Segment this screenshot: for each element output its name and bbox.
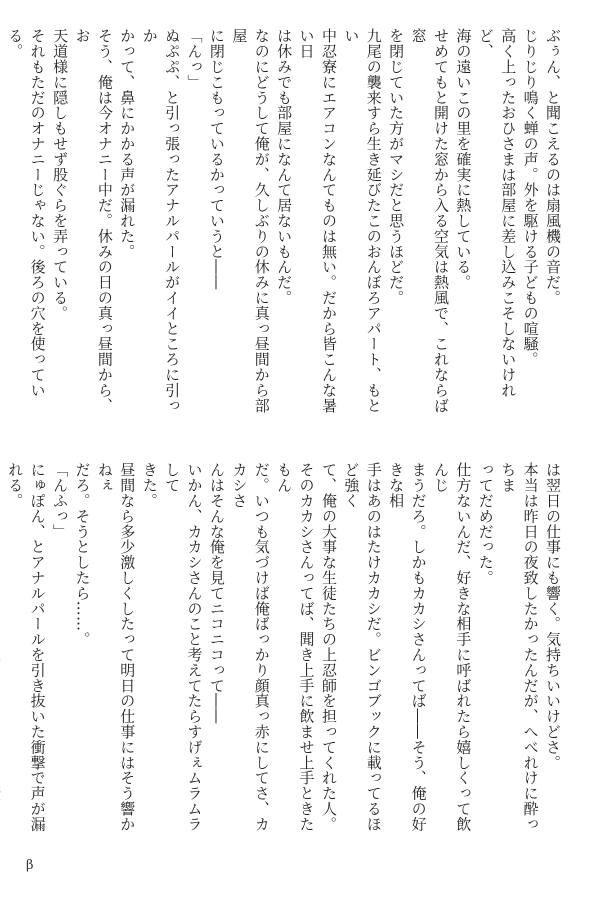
text-line [0, 28, 4, 416]
page-number: β [26, 858, 34, 873]
text-line: きた。 [140, 462, 159, 509]
text-line: なのにどうして俺が、久しぶりの休みに真っ昼間から部屋 [230, 28, 271, 413]
text-line: ってだめだった。 [476, 462, 495, 586]
text-line: 九尾の襲来すら生き延びたこのおんぼろアパート、もとい [342, 28, 383, 413]
text-line: だ。いつも気づけば俺ばっかり顔真っ赤にしてさ、カカシさ [230, 462, 271, 832]
text-line: 「んっ」 [185, 28, 204, 90]
text-line: を閉じていた方がマシだと思うほどだ。 [387, 28, 406, 306]
text-line [0, 462, 4, 832]
text-line: は翌日の仕事にも響く。気持ちいいけどさ。 [544, 462, 562, 770]
text-line: にゅぽん、とアナルパールを引き抜いた衝撃で声が漏れる。 [6, 462, 47, 832]
text-line: 天道様に隠しもせず股ぐらを弄っている。 [51, 28, 70, 321]
text-line: に閉じこもっているかっていうと―― [207, 28, 226, 290]
text-line: そう、俺は今オナニー中だ。休みの日の真っ昼間から、お [73, 28, 114, 413]
text-line: て、俺の大事な生徒たちの上忍師を担ってくれた人。 [319, 462, 338, 832]
text-line: 「んふっ」 [51, 462, 70, 539]
text-line: ぬぷぷ、と引っ張ったアナルパールがイイところに引っか [140, 28, 182, 413]
text-line: いかん、カカシさんのこと考えてたらすげぇムラムラして [163, 462, 204, 832]
text-line: 高く上ったおひさまは部屋に差し込みこそしないけれど、 [476, 28, 518, 398]
text-line: じりじり鳴く蝉の声。外を駆ける子どもの喧騒。 [521, 28, 540, 367]
text-line: ぶぅん、と聞こえるのは扇風機の音だ。 [544, 28, 562, 306]
text-line: せめてもと開けた窓から入る空気は熱風で、これならば窓 [409, 28, 450, 413]
lower-text-block [6, 462, 564, 832]
text-line: 本当は昨日の夜致したかったんだが、へべれけに酔っちま [499, 462, 540, 832]
text-line: まうだろ。しかもカカシさんってば――そう、俺の好きな相 [387, 462, 428, 832]
text-line: かって、鼻にかかる声が漏れた。 [118, 28, 137, 259]
text-line: そのカカシさんってば、聞き上手に飲ませ上手ときたもん [275, 462, 316, 832]
upper-text-block [6, 28, 564, 416]
text-line: 中忍寮にエアコンなんてものは無い。だから皆こんな暑い日 [297, 28, 338, 413]
text-line: は休みでも部屋になんて居ないもんだ。 [275, 28, 294, 306]
text-line: 仕方ないんだ、好きな相手に呼ばれたら嬉しくって飲んじ [431, 462, 473, 832]
text-line: それもただのオナニーじゃない。後ろの穴を使っている。 [6, 28, 47, 398]
text-line: 手はあのはたけカカシだ。ビンゴブックに載ってるほど強く [342, 462, 383, 832]
text-line: だろ。そうとしたら……。 [73, 462, 92, 647]
text-line: 昼間なら多少激しくしたって明日の仕事にはそう響かねぇ [95, 462, 137, 832]
text-line: んはそんな俺を見てニコニコって―― [207, 462, 226, 724]
text-line: 海の遠いこの里を確実に熱している。 [454, 28, 473, 290]
